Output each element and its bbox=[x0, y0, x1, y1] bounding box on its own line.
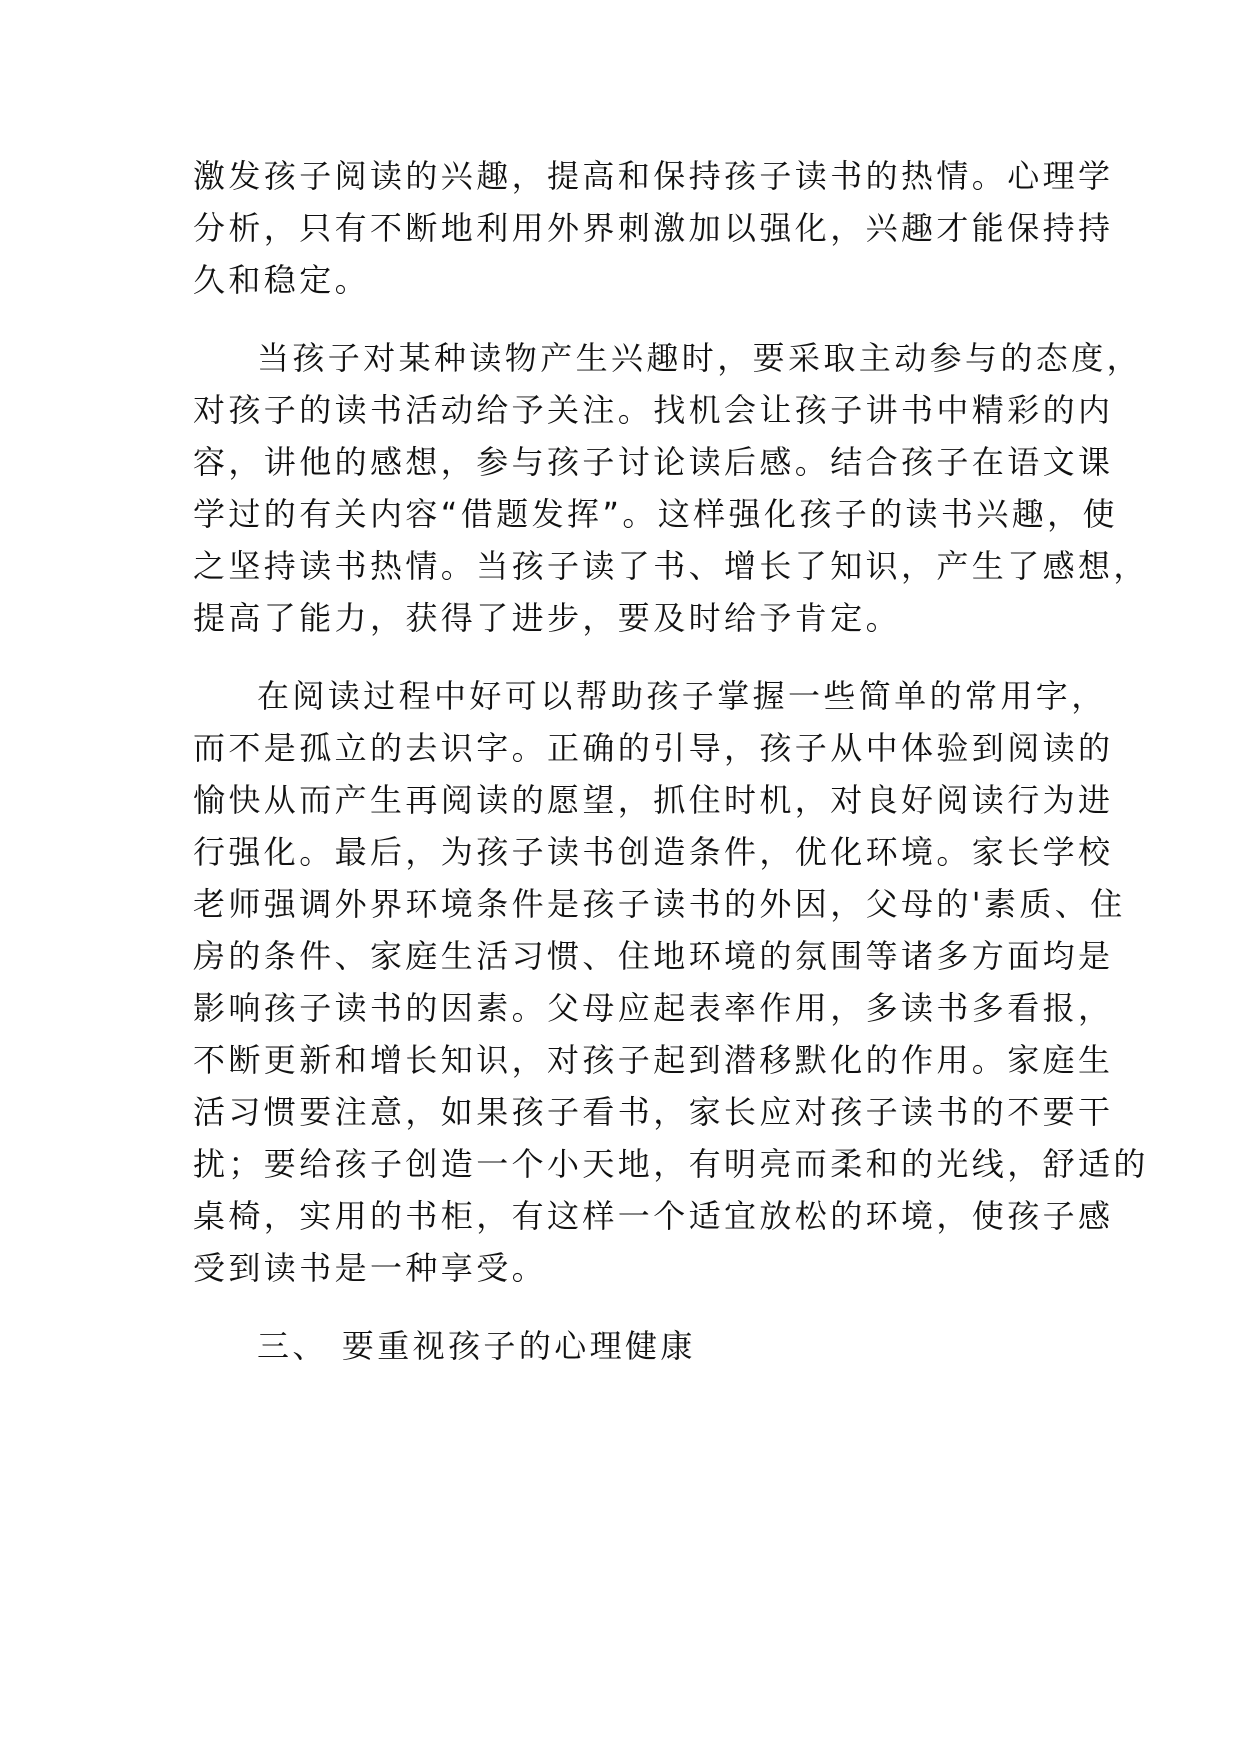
text-line: 老师强调外界环境条件是孩子读书的外因，父母的'素质、住 bbox=[193, 885, 1126, 923]
text-line: 在阅读过程中好可以帮助孩子掌握一些简单的常用字， bbox=[257, 677, 1107, 715]
text-line: 之坚持读书热情。当孩子读了书、增长了知识，产生了感想， bbox=[193, 547, 1149, 585]
text-line: 容，讲他的感想，参与孩子讨论读后感。结合孩子在语文课 bbox=[193, 443, 1114, 481]
text-line: 对孩子的读书活动给予关注。找机会让孩子讲书中精彩的内 bbox=[193, 391, 1114, 429]
text-line: 桌椅，实用的书柜，有这样一个适宜放松的环境，使孩子感 bbox=[193, 1197, 1114, 1235]
text-line: 而不是孤立的去识字。正确的引导，孩子从中体验到阅读的 bbox=[193, 729, 1114, 767]
paragraph-3 bbox=[193, 670, 1149, 1294]
text-line: 当孩子对某种读物产生兴趣时，要采取主动参与的态度， bbox=[257, 339, 1143, 377]
text-line: 激发孩子阅读的兴趣，提高和保持孩子读书的热情。心理学 bbox=[193, 157, 1114, 195]
section-title: 要重视孩子的心理健康 bbox=[341, 1327, 696, 1365]
text-line: 愉快从而产生再阅读的愿望，抓住时机，对良好阅读行为进 bbox=[193, 781, 1114, 819]
paragraph-2 bbox=[193, 332, 1149, 644]
text-line: 不断更新和增长知识，对孩子起到潜移默化的作用。家庭生 bbox=[193, 1041, 1114, 1079]
paragraph-1 bbox=[193, 150, 1114, 306]
text-line: 学过的有关内容“借题发挥”。这样强化孩子的读书兴趣，使 bbox=[193, 495, 1118, 533]
text-line: 活习惯要注意，如果孩子看书，家长应对孩子读书的不要干 bbox=[193, 1093, 1114, 1131]
text-line: 提高了能力，获得了进步，要及时给予肯定。 bbox=[193, 599, 902, 637]
text-line: 行强化。最后，为孩子读书创造条件，优化环境。家长学校 bbox=[193, 833, 1114, 871]
text-line: 房的条件、家庭生活习惯、住地环境的氛围等诸多方面均是 bbox=[193, 937, 1114, 975]
section-number: 三、 bbox=[257, 1327, 328, 1365]
text-line: 久和稳定。 bbox=[193, 261, 371, 299]
section-heading bbox=[193, 1320, 1047, 1372]
text-line: 分析，只有不断地利用外界刺激加以强化，兴趣才能保持持 bbox=[193, 209, 1114, 247]
text-line: 影响孩子读书的因素。父母应起表率作用，多读书多看报， bbox=[193, 989, 1114, 1027]
text-line: 受到读书是一种享受。 bbox=[193, 1249, 548, 1287]
document-page bbox=[193, 150, 1149, 1372]
text-line: 扰；要给孩子创造一个小天地，有明亮而柔和的光线，舒适的 bbox=[193, 1145, 1149, 1183]
